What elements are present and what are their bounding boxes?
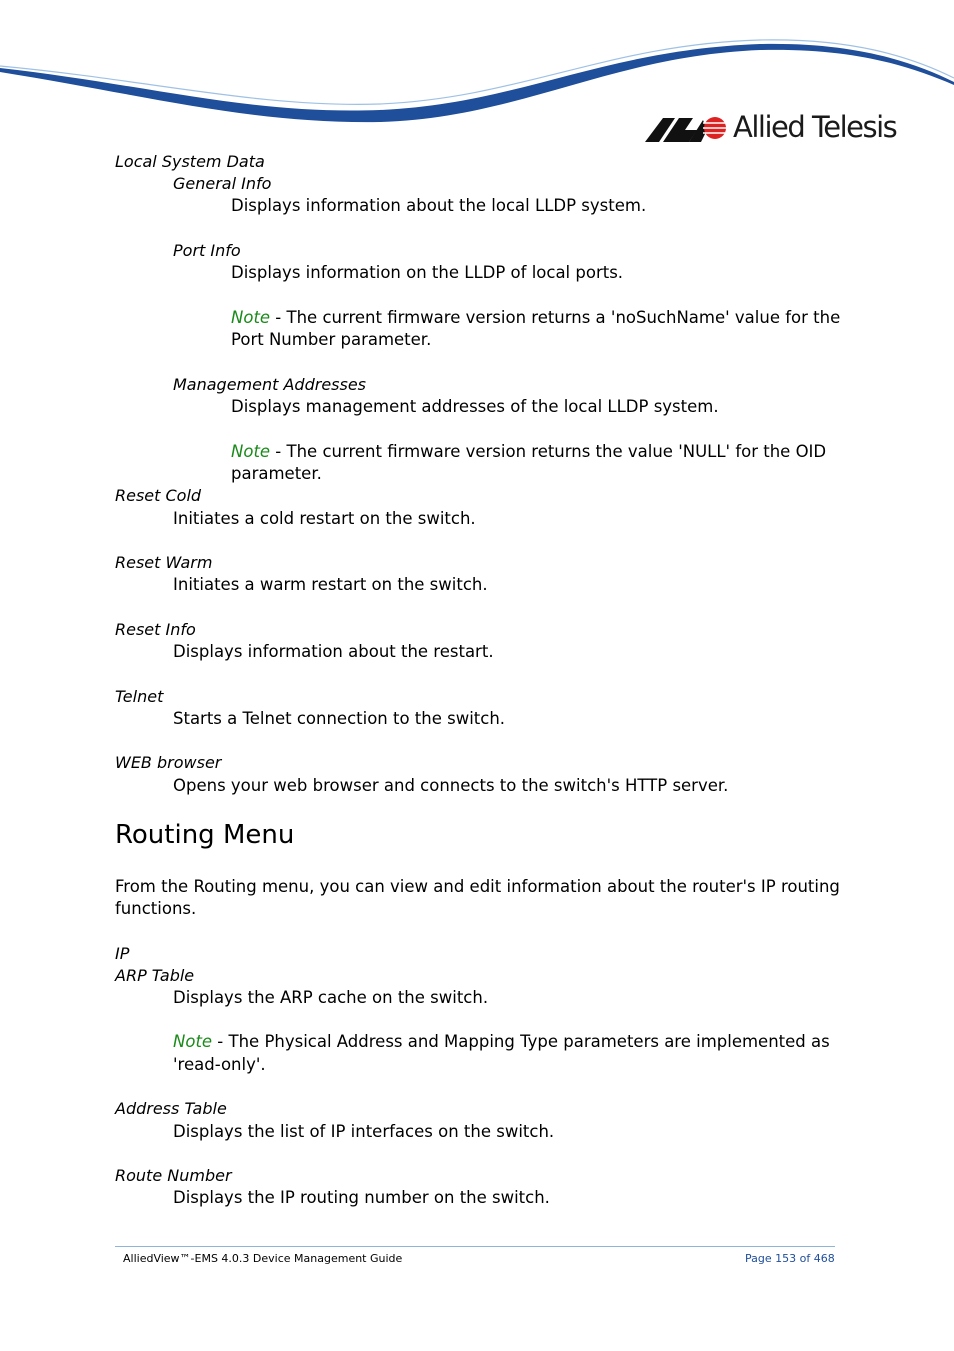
general-info-term: General Info (173, 174, 272, 193)
management-addresses-note-cont: parameter. (231, 464, 322, 483)
telnet-desc: Starts a Telnet connection to the switch. (173, 709, 506, 728)
reset-cold-desc: Initiates a cold restart on the switch. (173, 509, 476, 528)
reset-warm-desc: Initiates a warm restart on the switch. (173, 575, 488, 594)
address-table-desc: Displays the list of IP interfaces on the switch. (173, 1122, 555, 1141)
note-label: Note (173, 1032, 213, 1051)
footer-divider (115, 1246, 835, 1247)
routing-intro-cont: functions. (115, 899, 197, 918)
note-label: Note (231, 308, 271, 327)
route-number-term: Route Number (115, 1166, 232, 1185)
arp-table-desc: Displays the ARP cache on the switch. (173, 988, 489, 1007)
note-label: Note (231, 442, 271, 461)
port-info-note-cont: Port Number parameter. (231, 330, 432, 349)
general-info-desc: Displays information about the local LLDP system. (231, 196, 647, 215)
arp-table-note-text: - The Physical Address and Mapping Type parameters are implemented as (212, 1032, 830, 1051)
logo-mark-icon (645, 112, 727, 146)
port-info-note (231, 307, 840, 329)
logo-text: Allied Telesis (733, 110, 897, 144)
management-addresses-desc: Displays management addresses of the local LLDP system. (231, 397, 719, 416)
address-table-term: Address Table (115, 1099, 227, 1118)
port-info-note-text: - The current firmware version returns a 'noSuchName' value for the (270, 308, 841, 327)
footer-page-number: Page 153 of 468 (745, 1252, 835, 1265)
web-browser-term: WEB browser (115, 753, 222, 772)
management-addresses-note (231, 441, 826, 463)
reset-info-desc: Displays information about the restart. (173, 642, 494, 661)
arp-table-term: ARP Table (115, 966, 195, 985)
ip-term: IP (115, 944, 130, 963)
port-info-term: Port Info (173, 241, 241, 260)
reset-warm-term: Reset Warm (115, 553, 213, 572)
footer-doc-title: AlliedView™-EMS 4.0.3 Device Management Guide (123, 1252, 403, 1265)
web-browser-desc: Opens your web browser and connects to the switch's HTTP server. (173, 776, 729, 795)
arp-table-note-cont: 'read-only'. (173, 1055, 266, 1074)
allied-telesis-logo (645, 108, 905, 148)
reset-info-term: Reset Info (115, 620, 196, 639)
routing-intro: From the Routing menu, you can view and edit information about the router's IP routing (115, 877, 840, 896)
reset-cold-term: Reset Cold (115, 486, 202, 505)
management-addresses-term: Management Addresses (173, 375, 367, 394)
port-info-desc: Displays information on the LLDP of local ports. (231, 263, 624, 282)
telnet-term: Telnet (115, 687, 164, 706)
management-addresses-note-text: - The current firmware version returns the value 'NULL' for the OID (270, 442, 827, 461)
arp-table-note (173, 1031, 830, 1053)
local-system-data-term: Local System Data (115, 152, 265, 171)
route-number-desc: Displays the IP routing number on the switch. (173, 1188, 550, 1207)
routing-menu-heading: Routing Menu (115, 820, 295, 850)
